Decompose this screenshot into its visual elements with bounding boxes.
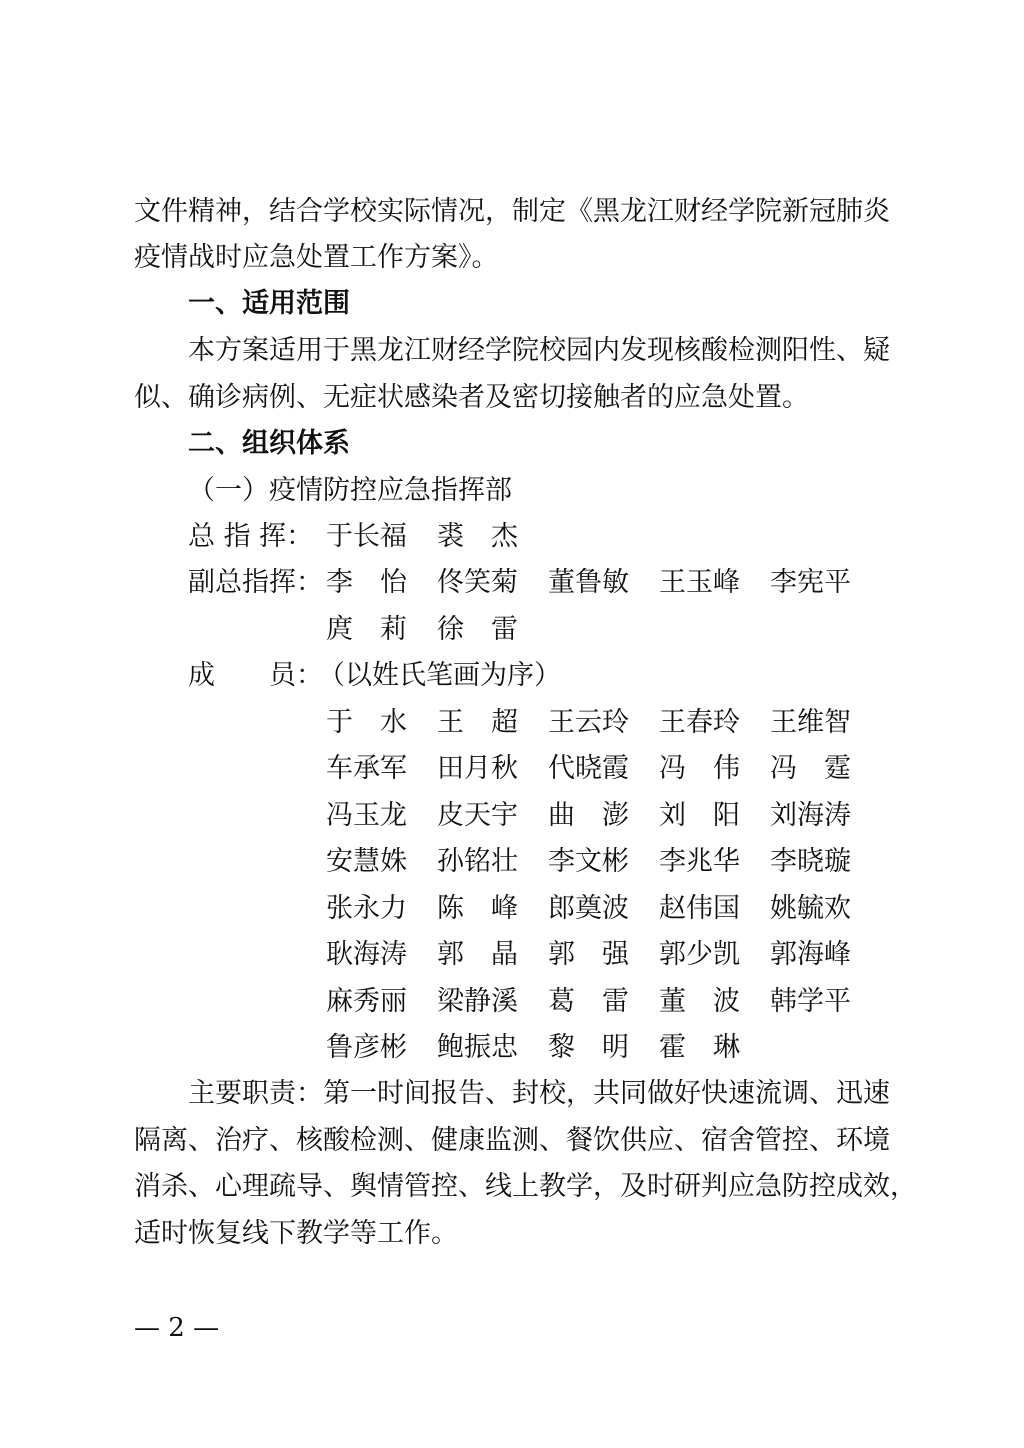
person-name: 陈 峰	[437, 893, 518, 924]
members-row-3	[326, 796, 886, 836]
subsection-heading-command: （一）疫情防控应急指挥部	[188, 475, 512, 506]
person-name: 安慧姝	[326, 846, 407, 877]
person-name: 王云玲	[548, 707, 629, 738]
person-name: 皮天宇	[437, 800, 518, 831]
person-name: 郭海峰	[770, 939, 851, 970]
person-name: 冯玉龙	[326, 800, 407, 831]
chief-label: 总 指 挥：	[188, 521, 314, 552]
members-row-8	[326, 1028, 886, 1068]
person-name: 梁静溪	[437, 986, 518, 1017]
members-row-2	[326, 749, 886, 789]
person-name: 姚毓欢	[770, 893, 851, 924]
members-row-4	[326, 842, 886, 882]
person-name: 麻秀丽	[326, 986, 407, 1017]
person-name: 董鲁敏	[548, 567, 629, 598]
members-row-7	[326, 982, 886, 1022]
person-name: 郭 强	[548, 939, 629, 970]
person-name: 曲 澎	[548, 800, 629, 831]
deputy-names-row-2	[326, 610, 886, 650]
person-name: 车承军	[326, 753, 407, 784]
section-heading-scope: 一、适用范围	[188, 288, 350, 319]
person-name: 霍 琳	[659, 1032, 740, 1063]
person-name: 冯 霆	[770, 753, 851, 784]
person-name: 王 超	[437, 707, 518, 738]
person-name: 李宪平	[770, 567, 851, 598]
person-name: 李兆华	[659, 846, 740, 877]
members-note: （以姓氏笔画为序）	[318, 660, 561, 691]
person-name: 田月秋	[437, 753, 518, 784]
members-label: 成 员：	[188, 660, 323, 691]
person-name: 于长福	[326, 521, 407, 552]
person-name: 代晓霞	[548, 753, 629, 784]
paragraph-intro-line1: 文件精神，结合学校实际情况，制定《黑龙江财经学院新冠肺炎	[134, 196, 890, 227]
members-row-1	[326, 703, 886, 743]
duties-line1: 主要职责：第一时间报告、封校，共同做好快速流调、迅速	[188, 1078, 890, 1109]
person-name: 孙铭壮	[437, 846, 518, 877]
page-number: — 2 —	[134, 1313, 220, 1343]
members-row-5	[326, 889, 886, 929]
chief-names-row	[326, 517, 886, 557]
person-name: 王春玲	[659, 707, 740, 738]
person-name: 张永力	[326, 893, 407, 924]
person-name: 徐 雷	[437, 614, 518, 645]
person-name: 韩学平	[770, 986, 851, 1017]
paragraph-scope-line1: 本方案适用于黑龙江财经学院校园内发现核酸检测阳性、疑	[188, 335, 890, 366]
person-name: 鲁彦彬	[326, 1032, 407, 1063]
person-name: 刘 阳	[659, 800, 740, 831]
members-row-6	[326, 935, 886, 975]
person-name: 郎奠波	[548, 893, 629, 924]
duties-line4: 适时恢复线下教学等工作。	[134, 1218, 458, 1249]
person-name: 于 水	[326, 707, 407, 738]
duties-line2: 隔离、治疗、核酸检测、健康监测、餐饮供应、宿舍管控、环境	[134, 1125, 890, 1156]
person-name: 黎 明	[548, 1032, 629, 1063]
person-name: 李晓璇	[770, 846, 851, 877]
paragraph-scope-line2: 似、确诊病例、无症状感染者及密切接触者的应急处置。	[134, 382, 809, 413]
person-name: 刘海涛	[770, 800, 851, 831]
duties-line3: 消杀、心理疏导、舆情管控、线上教学，及时研判应急防控成效，	[134, 1171, 917, 1202]
person-name: 王玉峰	[659, 567, 740, 598]
section-heading-organization: 二、组织体系	[188, 428, 350, 459]
person-name: 李文彬	[548, 846, 629, 877]
person-name: 郭 晶	[437, 939, 518, 970]
person-name: 庹 莉	[326, 614, 407, 645]
person-name: 郭少凯	[659, 939, 740, 970]
person-name: 赵伟国	[659, 893, 740, 924]
person-name: 佟笑菊	[437, 567, 518, 598]
person-name: 裘 杰	[437, 521, 518, 552]
paragraph-intro-line2: 疫情战时应急处置工作方案》。	[134, 242, 499, 273]
person-name: 冯 伟	[659, 753, 740, 784]
person-name: 鲍振忠	[437, 1032, 518, 1063]
person-name: 王维智	[770, 707, 851, 738]
person-name: 葛 雷	[548, 986, 629, 1017]
person-name: 董 波	[659, 986, 740, 1017]
deputy-names-row-1	[326, 563, 886, 603]
deputy-label: 副总指挥：	[188, 567, 323, 598]
person-name: 耿海涛	[326, 939, 407, 970]
person-name: 李 怡	[326, 567, 407, 598]
